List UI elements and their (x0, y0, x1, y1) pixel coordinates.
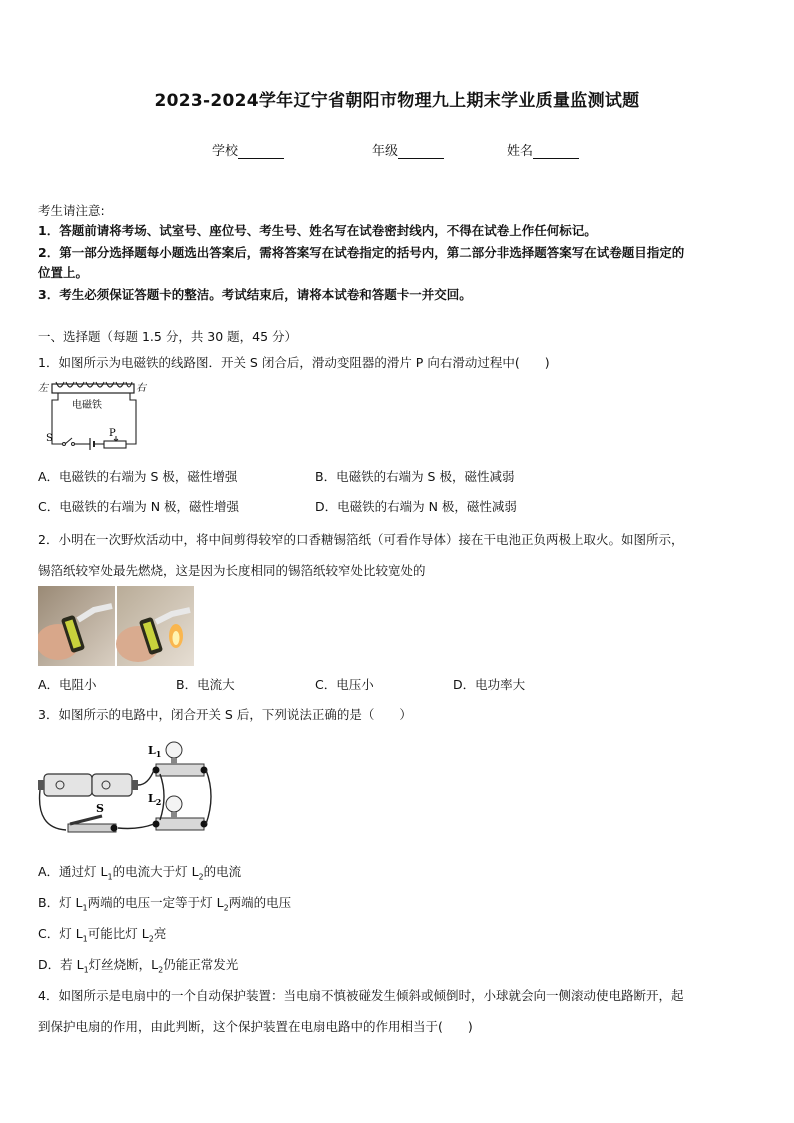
q1-switch-label: S (46, 433, 53, 444)
l2-bulb (166, 796, 182, 812)
notice-item-1: 1．答题前请将考场、试室号、座位号、考生号、姓名写在试卷密封线内，不得在试卷上作任何标记。 (38, 223, 597, 238)
grade-blank[interactable] (398, 146, 444, 159)
q1-slider-label: P (109, 428, 116, 439)
q3-switch-base (68, 824, 116, 832)
q4-stem-line2: 到保护电扇的作用，由此判断，这个保护装置在电扇电路中的作用相当于( ) (38, 1019, 473, 1034)
q3-option-a[interactable]: A．通过灯 $L_1$的电流大于灯 $L_2$的电流 (38, 864, 242, 882)
q3-circuit-figure (38, 738, 214, 842)
q1-rheostat (104, 441, 126, 448)
q3-stem: 3．如图所示的电路中，闭合开关 S 后，下列说法正确的是（ ） (38, 707, 412, 722)
q1-left-label: 左 (38, 383, 48, 394)
q4-stem-line1: 4．如图所示是电扇中的一个自动保护装置：当电扇不慎被碰发生倾斜或倾倒时，小球就会向一侧滚动使电路断开，起 (38, 988, 684, 1003)
electromagnet-label: 电磁铁 (72, 400, 102, 411)
name-blank[interactable] (533, 146, 579, 159)
q3-switch-lever (70, 816, 102, 824)
l1-base (156, 764, 204, 776)
q2-option-c[interactable]: C．电压小 (315, 677, 374, 692)
school-label: 学校 (212, 144, 239, 159)
q1-right-label: 右 (136, 383, 146, 394)
school-field[interactable] (212, 140, 284, 159)
q1-option-b[interactable]: B．电磁铁的右端为 S 极，磁性减弱 (315, 469, 515, 484)
q1-option-a[interactable]: A．电磁铁的右端为 S 极，磁性增强 (38, 469, 238, 484)
q1-option-c[interactable]: C．电磁铁的右端为 N 极，磁性增强 (38, 499, 240, 514)
q3-option-c[interactable]: C．灯 $L_1$可能比灯 $L_2$亮 (38, 926, 167, 944)
notice-item-3: 3．考生必须保证答题卡的整洁。考试结束后，请将本试卷和答题卡一并交回。 (38, 287, 472, 302)
notice-item-2-cont: 位置上。 (38, 265, 89, 280)
q2-option-b[interactable]: B．电流大 (176, 677, 235, 692)
q2-stem-line1: 2．小明在一次野炊活动中，将中间剪得较窄的口香糖锡箔纸（可看作导体）接在干电池正负两极上取火。如图所示， (38, 532, 684, 547)
battery-1 (44, 774, 92, 796)
notice-heading: 考生请注意: (38, 203, 105, 218)
name-label: 姓名 (507, 144, 534, 159)
section-heading: 一、选择题（每题 1.5 分，共 30 题，45 分） (38, 329, 298, 344)
q3-option-b[interactable]: B．灯 $L_1$两端的电压一定等于灯 $L_2$两端的电压 (38, 895, 292, 913)
q3-switch-label: S (96, 802, 104, 815)
q2-photo (38, 586, 194, 666)
q1-stem: 1．如图所示为电磁铁的线路图．开关 S 闭合后，滑动变阻器的滑片 P 向右滑动过程中( ) (38, 355, 550, 370)
q1-switch (65, 438, 72, 444)
q3-option-d[interactable]: D．若 $L_1$灯丝烧断，$L_2$仍能正常发光 (38, 957, 239, 975)
notice-item-2: 2．第一部分选择题每小题选出答案后，需将答案写在试卷指定的括号内，第二部分非选择题答案写在试卷题目指定的 (38, 245, 685, 260)
grade-label: 年级 (372, 144, 399, 159)
school-blank[interactable] (238, 146, 284, 159)
page-title: 2023-2024学年辽宁省朝阳市物理九上期末学业质量监测试题 (154, 91, 640, 111)
grade-field[interactable] (372, 140, 444, 159)
q2-option-d[interactable]: D．电功率大 (453, 677, 526, 692)
l1-label: $L_1$ (148, 744, 162, 759)
q1-circuit-figure (36, 378, 152, 454)
q2-option-a[interactable]: A．电阻小 (38, 677, 97, 692)
l2-base (156, 818, 204, 830)
l2-label: $L_2$ (148, 792, 162, 807)
q2-stem-line2: 锡箔纸较窄处最先燃烧，这是因为长度相同的锡箔纸较窄处比较宽处的 (38, 563, 426, 578)
l1-bulb (166, 742, 182, 758)
name-field[interactable] (507, 140, 579, 159)
battery-2 (92, 774, 132, 796)
q1-option-d[interactable]: D．电磁铁的右端为 N 极，磁性减弱 (315, 499, 517, 514)
